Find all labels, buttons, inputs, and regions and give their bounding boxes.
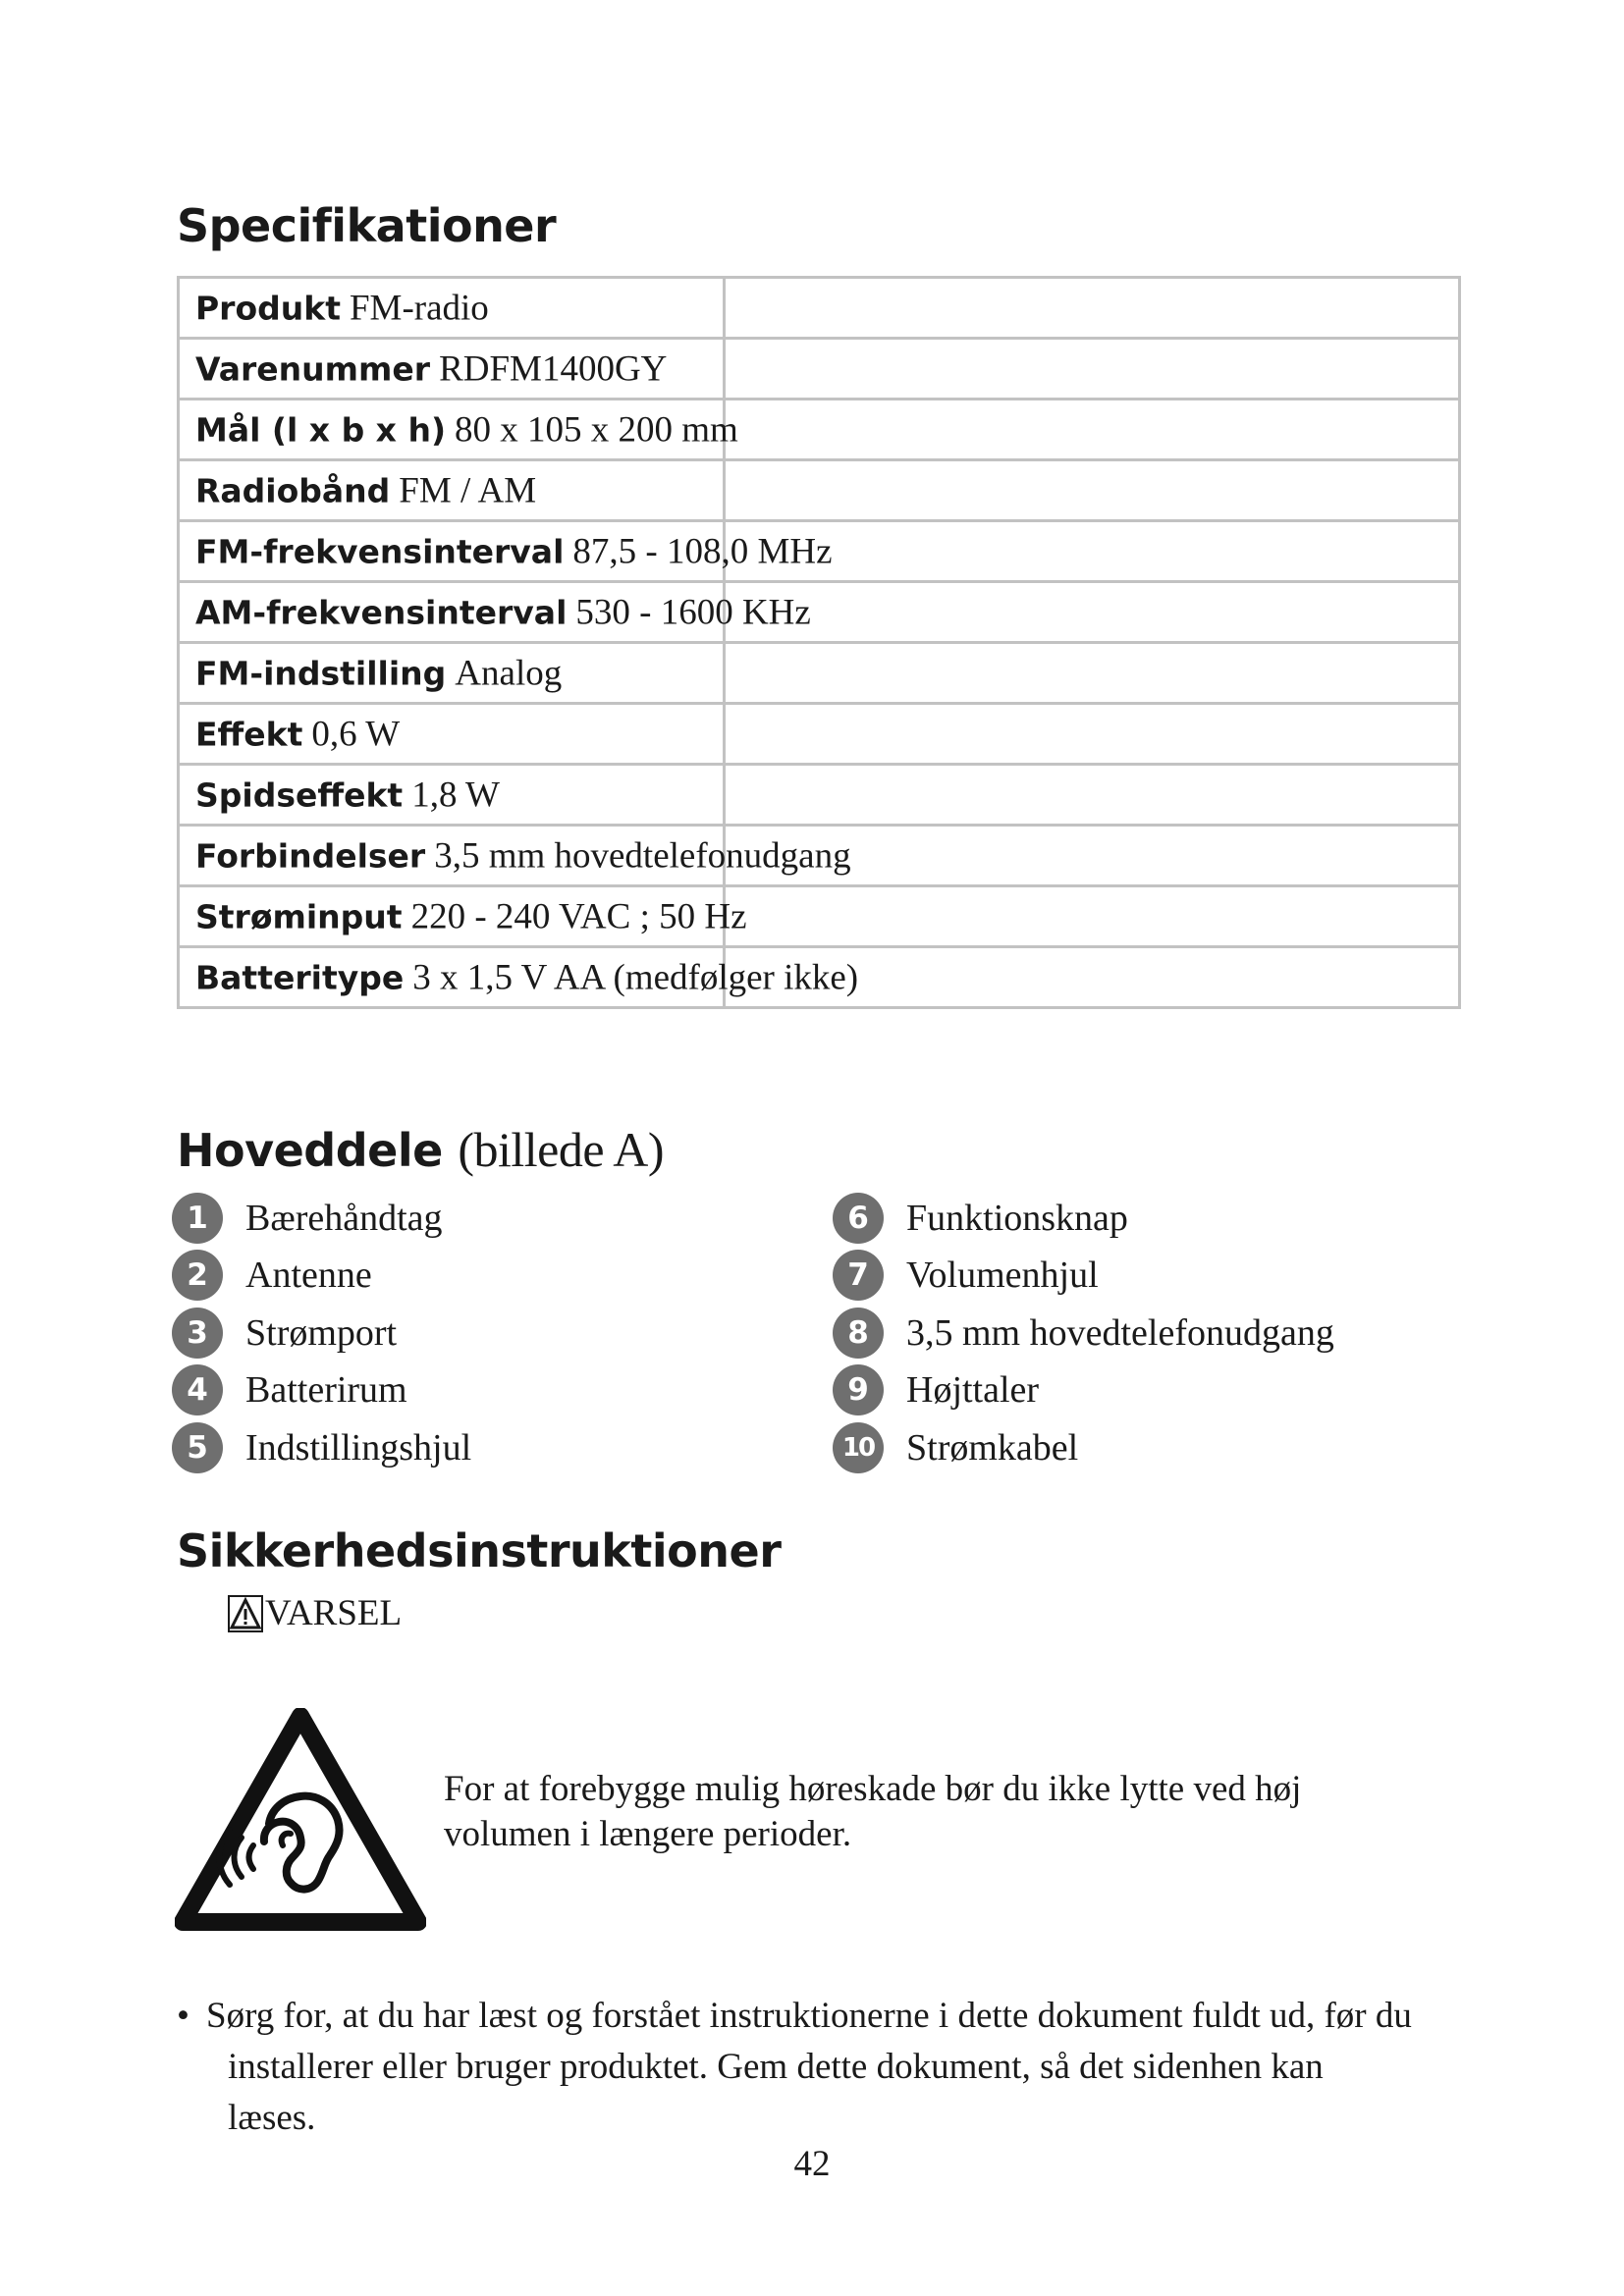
safety-bullet-item: Sørg for, at du har læst og forstået instruktionerne i dette dokument fuldt ud, før du installerer eller bruger produktet. Gem dette dokument, så det sidenhen kan læses.	[206, 1996, 1412, 2138]
part-label: Bærehåndtag	[245, 1198, 443, 1239]
part-label: Volumenhjul	[906, 1255, 1099, 1296]
part-label: 3,5 mm hovedtelefonudgang	[906, 1312, 1334, 1354]
part-item	[833, 1362, 1039, 1417]
spec-label: Strøminput	[195, 897, 403, 935]
spec-cell-content	[195, 469, 536, 511]
spec-label: Varenummer	[195, 349, 431, 388]
hearing-damage-warning-icon	[175, 1708, 426, 1934]
spec-value: FM / AM	[399, 470, 537, 510]
spec-label: FM-frekvensinterval	[195, 532, 565, 570]
part-number-badge: 10	[833, 1422, 884, 1473]
spec-value: Analog	[455, 653, 563, 693]
spec-value: 87,5 - 108,0 MHz	[572, 531, 833, 571]
warning-text: For at forebygge mulig høreskade bør du ikke lytte ved høj volumen i længere perioder.	[444, 1769, 1302, 1854]
spec-row	[179, 704, 1460, 765]
spec-empty-cell	[724, 582, 1459, 643]
spec-cell	[179, 582, 811, 643]
part-item	[172, 1306, 397, 1361]
spec-row	[179, 947, 1460, 1008]
spec-empty-cell	[724, 460, 1459, 521]
spec-empty-cell	[724, 339, 1459, 400]
part-item	[172, 1362, 407, 1417]
spec-cell-content	[195, 713, 400, 755]
safety-bullet-list	[177, 1991, 1414, 2144]
spec-cell	[179, 704, 725, 765]
spec-cell	[179, 643, 725, 704]
spec-cell	[179, 521, 833, 582]
spec-label: AM-frekvensinterval	[195, 593, 568, 631]
spec-value: 80 x 105 x 200 mm	[455, 409, 738, 450]
spec-cell	[179, 826, 851, 886]
spec-cell-content	[195, 895, 747, 937]
spec-empty-cell	[724, 886, 1459, 947]
part-item	[833, 1248, 1099, 1303]
spec-cell	[179, 400, 738, 460]
main-parts-subtitle: (billede A)	[458, 1122, 665, 1177]
spec-cell-content	[195, 834, 851, 877]
part-label: Strømport	[245, 1312, 398, 1354]
part-label: Funktionsknap	[906, 1198, 1128, 1239]
spec-label: Forbindelser	[195, 836, 426, 875]
spec-label: FM-indstilling	[195, 654, 447, 692]
part-item	[172, 1191, 443, 1246]
part-label: Batterirum	[245, 1369, 407, 1411]
bullet-point: •	[177, 1996, 189, 2036]
spec-row	[179, 765, 1460, 826]
part-label: Indstillingshjul	[245, 1427, 472, 1468]
spec-empty-cell	[724, 278, 1459, 339]
warning-small-icon	[228, 1595, 263, 1632]
spec-cell	[179, 765, 725, 826]
part-item	[833, 1306, 1334, 1361]
spec-label: Produkt	[195, 289, 341, 327]
spec-cell	[179, 460, 725, 521]
spec-label: Radiobånd	[195, 471, 391, 509]
spec-row	[179, 826, 1460, 886]
part-label: Højttaler	[906, 1369, 1040, 1411]
part-item	[172, 1248, 372, 1303]
spec-cell	[179, 278, 725, 339]
spec-empty-cell	[724, 704, 1459, 765]
spec-row	[179, 886, 1460, 947]
spec-row	[179, 400, 1460, 460]
spec-label: Mål (l x b x h)	[195, 410, 447, 449]
spec-cell-content	[195, 591, 811, 633]
part-number-badge: 9	[833, 1364, 884, 1415]
spec-row	[179, 278, 1460, 339]
part-number-badge: 1	[172, 1193, 223, 1244]
page-number: 42	[793, 2144, 831, 2184]
part-number-badge: 5	[172, 1422, 223, 1473]
part-item	[833, 1420, 1078, 1475]
spec-label: Spidseffekt	[195, 775, 404, 814]
warning-label: VARSEL	[265, 1593, 403, 1633]
spec-cell-content	[195, 956, 858, 998]
spec-cell-content	[195, 774, 500, 816]
spec-value: 3,5 mm hovedtelefonudgang	[434, 835, 851, 876]
spec-row	[179, 582, 1460, 643]
part-item	[172, 1420, 471, 1475]
spec-value: RDFM1400GY	[439, 348, 668, 389]
spec-value: 220 - 240 VAC ; 50 Hz	[410, 896, 747, 936]
spec-cell-content	[195, 347, 667, 390]
spec-cell-content	[195, 652, 562, 694]
main-parts-title: Hoveddele	[177, 1124, 443, 1177]
part-number-badge: 2	[172, 1250, 223, 1301]
part-number-badge: 3	[172, 1308, 223, 1359]
spec-value: 0,6 W	[311, 714, 401, 754]
spec-empty-cell	[724, 400, 1459, 460]
spec-cell-content	[195, 530, 833, 572]
spec-row	[179, 460, 1460, 521]
warning-label-line	[228, 1592, 402, 1634]
spec-cell	[179, 886, 747, 947]
part-label: Antenne	[245, 1255, 372, 1296]
spec-cell-content	[195, 287, 489, 329]
safety-heading: Sikkerhedsinstruktioner	[177, 1524, 782, 1577]
spec-row	[179, 339, 1460, 400]
spec-label: Effekt	[195, 715, 303, 753]
spec-cell	[179, 339, 725, 400]
spec-row	[179, 643, 1460, 704]
part-number-badge: 4	[172, 1364, 223, 1415]
spec-value: 1,8 W	[411, 774, 500, 815]
spec-cell	[179, 947, 859, 1008]
main-parts-heading	[177, 1121, 664, 1178]
spec-row	[179, 521, 1460, 582]
spec-value: FM-radio	[349, 288, 489, 328]
spec-value: 530 - 1600 KHz	[575, 592, 811, 632]
spec-empty-cell	[724, 643, 1459, 704]
specifications-heading: Specifikationer	[177, 199, 557, 252]
spec-value: 3 x 1,5 V AA (medfølger ikke)	[412, 957, 859, 997]
part-number-badge: 6	[833, 1193, 884, 1244]
specifications-table	[177, 276, 1461, 1009]
spec-cell-content	[195, 408, 738, 451]
spec-empty-cell	[724, 521, 1459, 582]
spec-empty-cell	[724, 765, 1459, 826]
part-number-badge: 8	[833, 1308, 884, 1359]
spec-label: Batteritype	[195, 958, 405, 996]
part-item	[833, 1191, 1128, 1246]
part-number-badge: 7	[833, 1250, 884, 1301]
part-label: Strømkabel	[906, 1427, 1079, 1468]
